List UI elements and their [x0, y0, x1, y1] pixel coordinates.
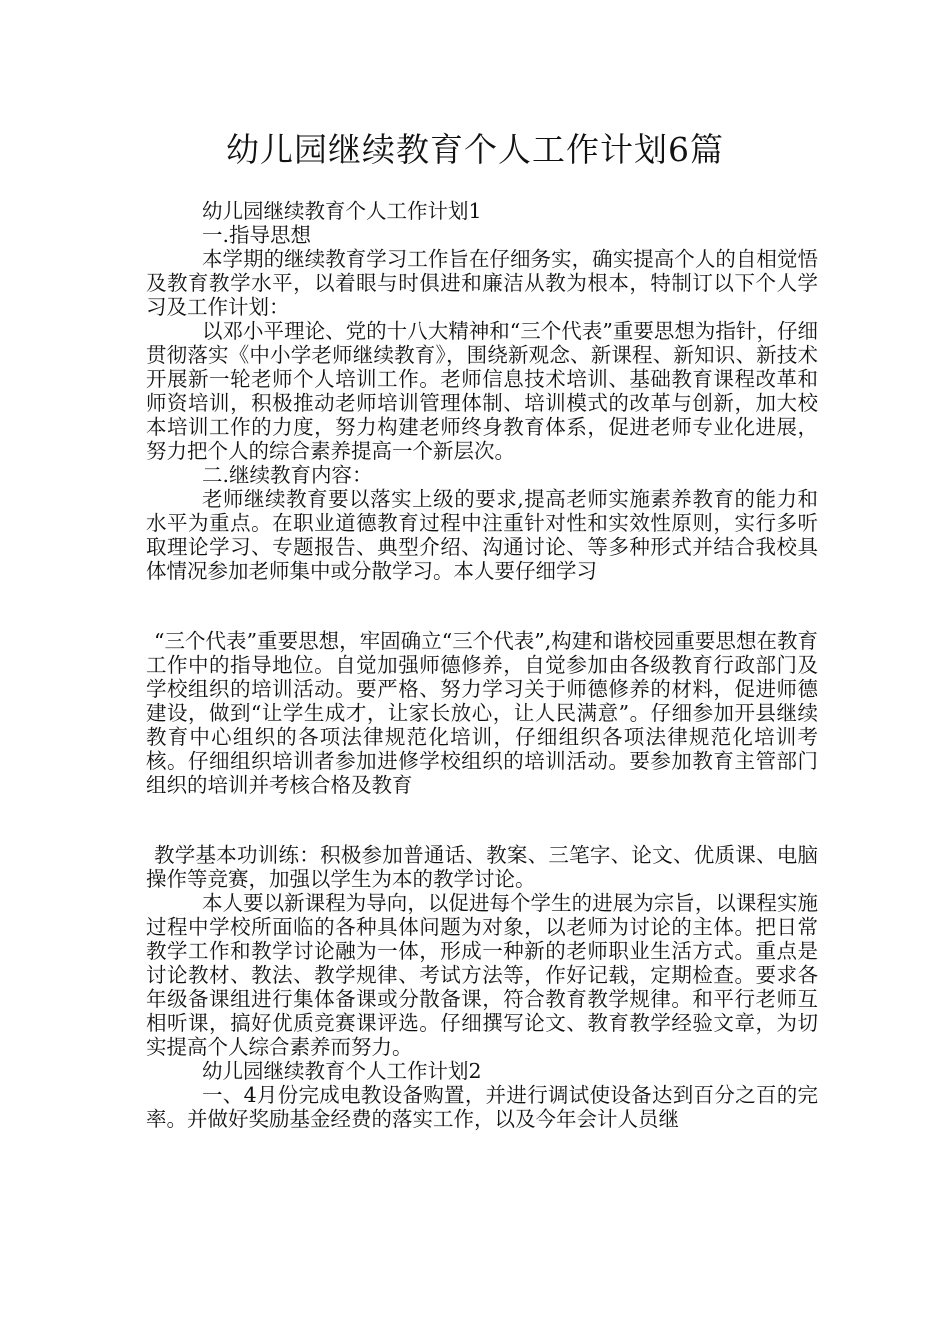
subheading-education-content: 二.继续教育内容： — [202, 463, 373, 487]
paragraph-continued: “三个代表”重要思想，牢固确立“三个代表”,构建和谐校园重要思想在教育工作中的指导地位。自觉加强师德修养，自觉参加由各级教育行政部门及学校组织的培训活动。要严格、努力学习关于师德修养的材料，促进师德建设，做到“让学生成才，让家长放心，让人民满意”。仔细参加开县继续教育中心组织的各项法律规范化培训，仔细组织各项法律规范化培训考核。仔细组织培训者参加进修学校组织的培训活动。要参加教育主管部门组织的培训并考核合格及教育 — [146, 629, 818, 797]
subheading-guiding-thought: 一.指导思想 — [202, 223, 312, 247]
paragraph: 以邓小平理论、党的十八大精神和“三个代表”重要思想为指针，仔细贯彻落实《中小学老师继续教育》，围绕新观念、新课程、新知识、新技术开展新一轮老师个人培训工作。老师信息技术培训、基础教育课程改革和师资培训，积极推动老师培训管理体制、培训模式的改革与创新，加大校本培训工作的力度，努力构建老师终身教育体系，促进老师专业化进展，努力把个人的综合素养提高一个新层次。 — [146, 319, 818, 463]
document-body — [146, 199, 818, 1131]
document-title: 幼儿园继续教育个人工作计划6篇 — [226, 130, 724, 169]
paragraph: 本人要以新课程为导向，以促进每个学生的进展为宗旨，以课程实施过程中学校所面临的各种具体问题为对象，以老师为讨论的主体。把日常教学工作和教学讨论融为一体，形成一种新的老师职业生活方式。重点是讨论教材、教法、教学规律、考试方法等，作好记载，定期检查。要求各年级备课组进行集体备课或分散备课，符合教育教学规律。和平行老师互相听课，搞好优质竞赛课评选。仔细撰写论文、教育教学经验文章，为切实提高个人综合素养而努力。 — [146, 891, 818, 1059]
section-heading-plan-1: 幼儿园继续教育个人工作计划1 — [202, 199, 482, 223]
paragraph-continued: 教学基本功训练：积极参加普通话、教案、三笔字、论文、优质课、电脑操作等竞赛，加强以学生为本的教学讨论。 — [146, 843, 818, 891]
paragraph: 本学期的继续教育学习工作旨在仔细务实，确实提高个人的自相觉悟及教育教学水平，以着眼与时俱进和廉洁从教为根本，特制订以下个人学习及工作计划： — [146, 247, 818, 319]
section-heading-plan-2: 幼儿园继续教育个人工作计划2 — [202, 1059, 482, 1083]
page-break-gap — [146, 583, 818, 629]
paragraph: 老师继续教育要以落实上级的要求,提高老师实施素养教育的能力和水平为重点。在职业道德教育过程中注重针对性和实效性原则，实行多听取理论学习、专题报告、典型介绍、沟通讨论、等多种形式并结合我校具体情况参加老师集中或分散学习。本人要仔细学习 — [146, 487, 818, 583]
page-break-gap — [146, 797, 818, 843]
paragraph: 一、4月份完成电教设备购置，并进行调试使设备达到百分之百的完率。并做好奖励基金经费的落实工作，以及今年会计人员继 — [146, 1083, 818, 1131]
